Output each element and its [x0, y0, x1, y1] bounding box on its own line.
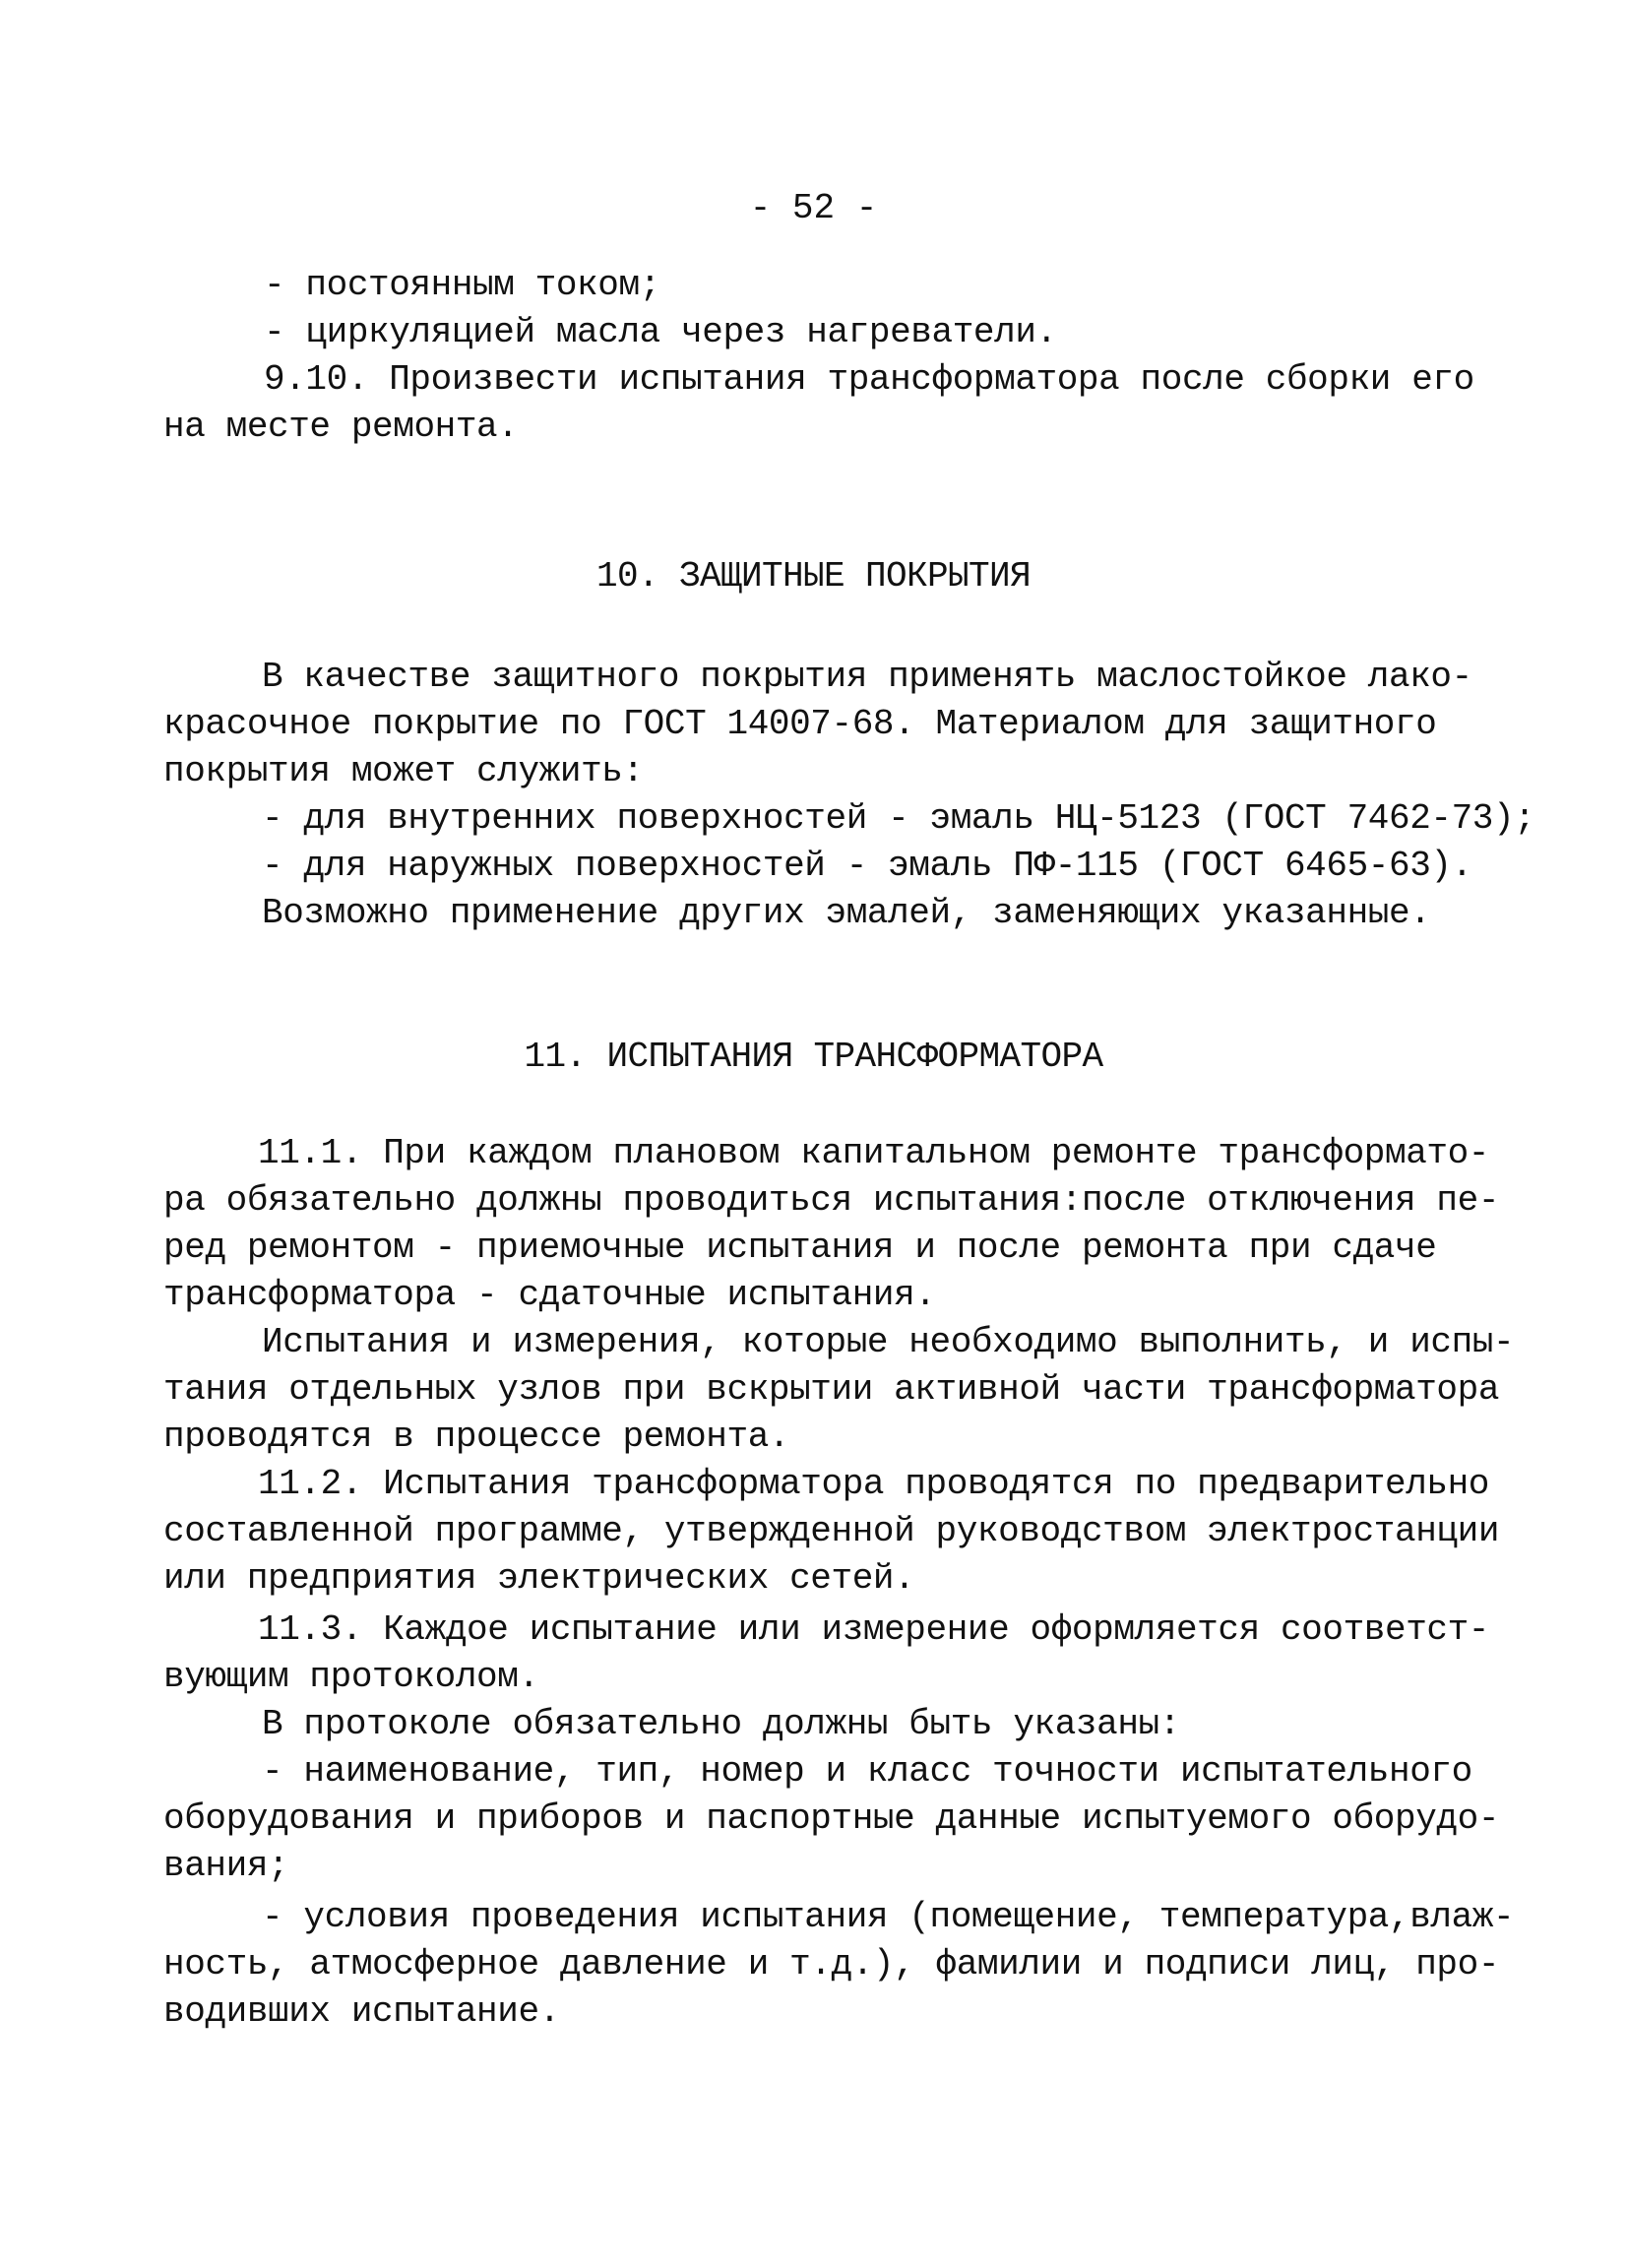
- text-line: ра обязательно должны проводиться испытания:после отключения пе-: [163, 1180, 1500, 1221]
- text-line: В качестве защитного покрытия применять маслостойкое лако-: [262, 657, 1472, 697]
- text-line: тания отдельных узлов при вскрытии активной части трансформатора: [163, 1369, 1500, 1410]
- text-line: ред ремонтом - приемочные испытания и после ремонта при сдаче: [163, 1228, 1437, 1268]
- text-line: - циркуляцией масла через нагреватели.: [264, 312, 1057, 352]
- text-line: оборудования и приборов и паспортные данные испытуемого оборудо-: [163, 1798, 1500, 1839]
- text-line: ность, атмосферное давление и т.д.), фамилии и подписи лиц, про-: [163, 1944, 1500, 1984]
- text-line: трансформатора - сдаточные испытания.: [163, 1275, 936, 1315]
- text-line: Испытания и измерения, которые необходимо выполнить, и испы-: [262, 1322, 1515, 1362]
- text-line: или предприятия электрических сетей.: [163, 1558, 915, 1599]
- text-line: - наименование, тип, номер и класс точности испытательного: [262, 1751, 1472, 1792]
- text-line: 11.2. Испытания трансформатора проводятся по предварительно: [258, 1464, 1490, 1504]
- text-line: вания;: [163, 1846, 289, 1886]
- text-line: 11.3. Каждое испытание или измерение оформляется соответст-: [258, 1609, 1490, 1650]
- section-heading: 10. ЗАЩИТНЫЕ ПОКРЫТИЯ: [595, 556, 1032, 597]
- text-line: красочное покрытие по ГОСТ 14007-68. Материалом для защитного: [163, 704, 1437, 744]
- text-line: Возможно применение других эмалей, заменяющих указанные.: [262, 893, 1431, 933]
- text-line: - постоянным током;: [264, 265, 660, 305]
- text-line: - для наружных поверхностей - эмаль ПФ-115 (ГОСТ 6465-63).: [262, 846, 1472, 886]
- text-line: проводятся в процессе ремонта.: [163, 1417, 790, 1457]
- text-line: - для внутренних поверхностей - эмаль НЦ-5123 (ГОСТ 7462-73);: [262, 798, 1535, 839]
- text-line: - условия проведения испытания (помещение, температура,влаж-: [262, 1897, 1515, 1937]
- text-line: вующим протоколом.: [163, 1657, 539, 1697]
- text-line: составленной программе, утвержденной руководством электростанции: [163, 1511, 1500, 1551]
- section-heading: 11. ИСПЫТАНИЯ ТРАНСФОРМАТОРА: [524, 1037, 1103, 1077]
- page-number: - 52 -: [749, 188, 878, 228]
- text-line: В протоколе обязательно должны быть указаны:: [262, 1704, 1180, 1744]
- text-line: 9.10. Произвести испытания трансформатора после сборки его: [264, 359, 1474, 400]
- text-line: водивших испытание.: [163, 1991, 560, 2032]
- text-line: 11.1. При каждом плановом капитальном ремонте трансформато-: [258, 1133, 1490, 1173]
- text-line: на месте ремонта.: [163, 407, 519, 447]
- text-line: покрытия может служить:: [163, 751, 644, 791]
